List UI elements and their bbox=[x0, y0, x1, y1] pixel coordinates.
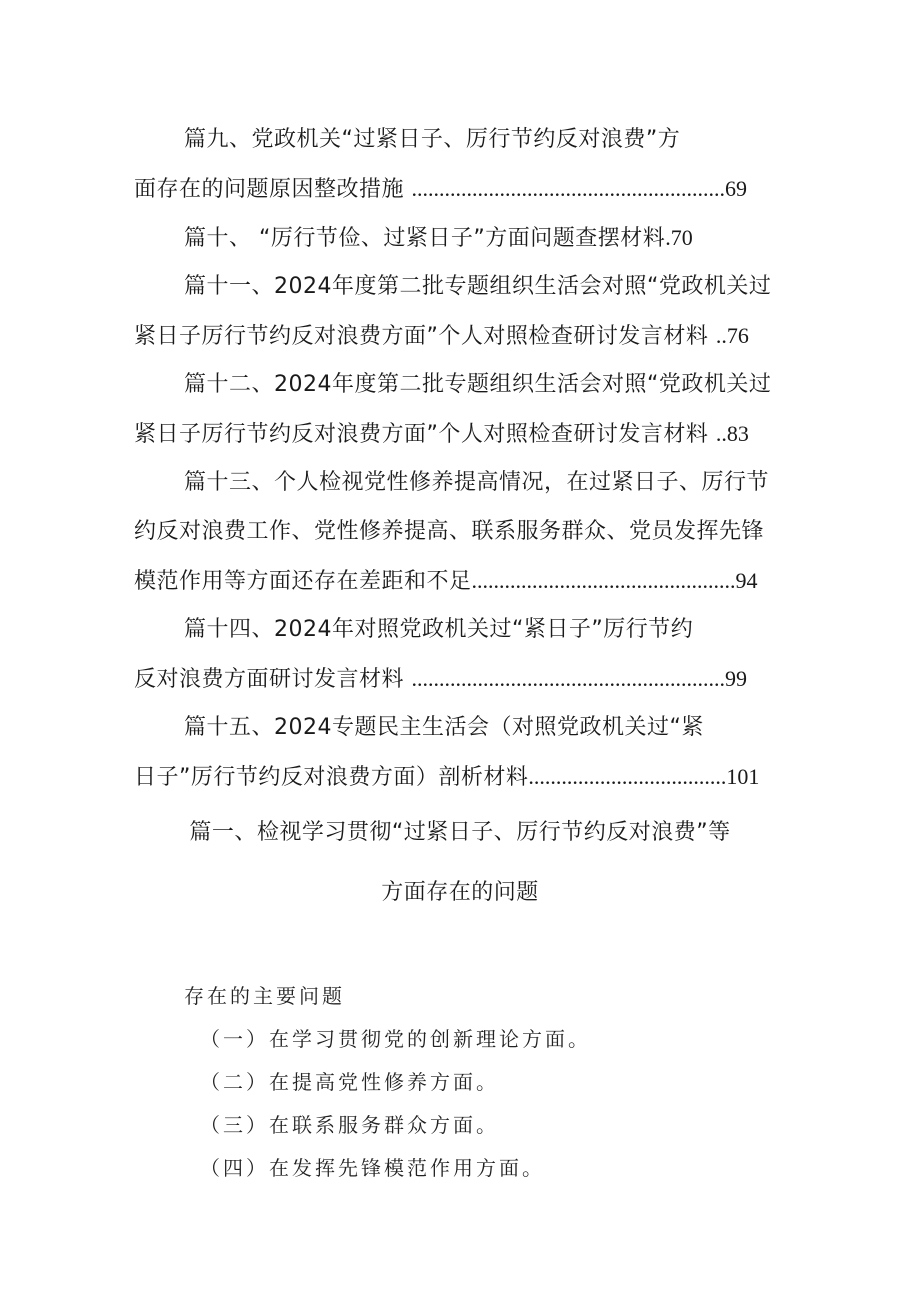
list-item: （三）在联系服务群众方面。 bbox=[200, 1113, 499, 1137]
toc-leader-dots: . bbox=[665, 225, 671, 250]
chapter-title-line2: 方面存在的问题 bbox=[381, 880, 539, 905]
toc-entry-13-line2: 约反对浪费工作、党性修养提高、联系服务群众、党员发挥先锋 bbox=[134, 519, 765, 544]
list-item: （四）在发挥先锋模范作用方面。 bbox=[200, 1156, 545, 1180]
toc-entry-9-line2 bbox=[134, 174, 747, 205]
toc-page-number: 101 bbox=[726, 764, 760, 789]
toc-leader-dots: .. bbox=[715, 323, 727, 348]
toc-entry-12-line2 bbox=[134, 419, 749, 450]
toc-page-number: 94 bbox=[735, 568, 758, 593]
toc-entry-10-line1 bbox=[184, 223, 693, 254]
toc-entry-15-line2 bbox=[134, 762, 759, 793]
toc-entry-text: 模范作用等方面还存在差距和不足 bbox=[134, 569, 472, 594]
toc-leader-dots: ......................................................... bbox=[411, 666, 725, 691]
toc-entry-11-line2 bbox=[134, 321, 749, 352]
toc-leader-dots: .. bbox=[715, 421, 727, 446]
toc-entry-text: 面存在的问题原因整改措施 bbox=[134, 177, 412, 202]
list-item: （二）在提高党性修养方面。 bbox=[200, 1070, 499, 1094]
toc-page-number: 76 bbox=[726, 323, 749, 348]
toc-entry-text: 紧日子厉行节约反对浪费方面”个人对照检查研讨发言材料 bbox=[134, 422, 716, 447]
toc-entry-12-line1: 篇十二、2024年度第二批专题组织生活会对照“党政机关过 bbox=[184, 372, 772, 397]
toc-leader-dots: ......................................................... bbox=[411, 176, 725, 201]
toc-leader-dots: ................................................ bbox=[471, 568, 736, 593]
toc-entry-text: 紧日子厉行节约反对浪费方面”个人对照检查研讨发言材料 bbox=[134, 324, 716, 349]
toc-entry-11-line1: 篇十一、2024年度第二批专题组织生活会对照“党政机关过 bbox=[184, 274, 772, 299]
toc-page-number: 83 bbox=[726, 421, 749, 446]
toc-entry-14-line1: 篇十四、2024年对照党政机关过“紧日子”厉行节约 bbox=[184, 617, 694, 642]
toc-page-number: 70 bbox=[670, 225, 693, 250]
toc-entry-text: 反对浪费方面研讨发言材料 bbox=[134, 667, 412, 692]
toc-entry-14-line2 bbox=[134, 664, 747, 695]
toc-entry-text: 日子”厉行节约反对浪费方面）剖析材料 bbox=[134, 765, 529, 790]
toc-page-number: 99 bbox=[725, 666, 747, 691]
list-item: （一）在学习贯彻党的创新理论方面。 bbox=[200, 1027, 591, 1051]
toc-entry-13-line3 bbox=[134, 566, 758, 597]
chapter-title-line1: 篇一、检视学习贯彻“过紧日子、厉行节约反对浪费”等 bbox=[189, 820, 731, 845]
toc-entry-15-line1: 篇十五、2024专题民主生活会（对照党政机关过“紧 bbox=[184, 715, 704, 740]
toc-entry-13-line1: 篇十三、个人检视党性修养提高情况，在过紧日子、厉行节 bbox=[184, 470, 770, 495]
toc-leader-dots: .................................... bbox=[528, 764, 727, 789]
toc-entry-9-line1: 篇九、党政机关“过紧日子、厉行节约反对浪费”方 bbox=[184, 127, 681, 152]
section-heading: 存在的主要问题 bbox=[184, 984, 345, 1008]
toc-page-number: 69 bbox=[725, 176, 747, 201]
toc-entry-text: 篇十、 “厉行节俭、过紧日子”方面问题查摆材料 bbox=[184, 226, 666, 251]
